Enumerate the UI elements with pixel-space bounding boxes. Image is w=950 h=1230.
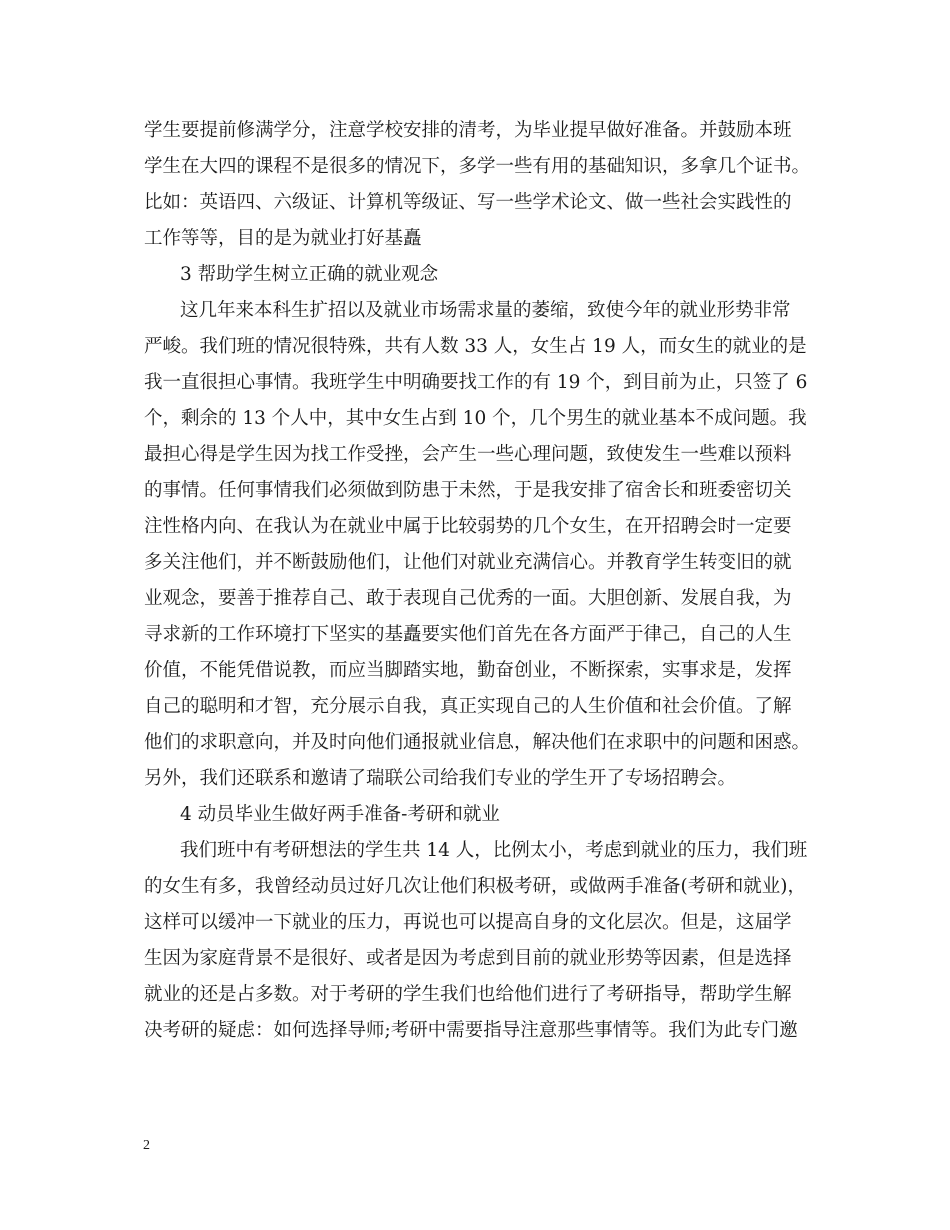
body-text-line: 学生在大四的课程不是很多的情况下，多学一些有用的基础知识，多拿几个证书。 xyxy=(144,156,811,177)
body-text-line: 业观念，要善于推荐自己、敢于表现自己优秀的一面。大胆创新、发展自我，为 xyxy=(144,588,792,609)
body-text-line: 最担心得是学生因为找工作受挫，会产生一些心理问题，致使发生一些难以预料 xyxy=(144,444,792,465)
body-text-line: 我们班中有考研想法的学生共 14 人，比例太小，考虑到就业的压力，我们班 xyxy=(180,840,808,861)
body-text-line: 另外，我们还联系和邀请了瑞联公司给我们专业的学生开了专场招聘会。 xyxy=(144,768,737,789)
body-text-line: 就业的还是占多数。对于考研的学生我们也给他们进行了考研指导，帮助学生解 xyxy=(144,984,792,1005)
body-text-line: 比如：英语四、六级证、计算机等级证、写一些学术论文、做一些社会实践性的 xyxy=(144,192,792,213)
section-heading: 4 动员毕业生做好两手准备-考研和就业 xyxy=(180,804,500,825)
section-heading: 3 帮助学生树立正确的就业观念 xyxy=(180,264,439,285)
body-text-line: 的女生有多，我曾经动员过好几次让他们积极考研，或做两手准备(考研和就业)， xyxy=(144,876,806,897)
body-text-line: 严峻。我们班的情况很特殊，共有人数 33 人，女生占 19 人，而女生的就业的是 xyxy=(144,336,807,357)
body-text-line: 我一直很担心事情。我班学生中明确要找工作的有 19 个，到目前为止，只签了 6 xyxy=(144,372,808,393)
body-text-line: 寻求新的工作环境打下坚实的基矗要实他们首先在各方面严于律己，自己的人生 xyxy=(144,624,792,645)
body-text-line: 这样可以缓冲一下就业的压力，再说也可以提高自身的文化层次。但是，这届学 xyxy=(144,912,792,933)
body-text-line: 个，剩余的 13 个人中，其中女生占到 10 个，几个男生的就业基本不成问题。我 xyxy=(144,408,807,429)
body-text-line: 自己的聪明和才智，充分展示自我，真正实现自己的人生价值和社会价值。了解 xyxy=(144,696,792,717)
body-text-line: 决考研的疑虑：如何选择导师;考研中需要指导注意那些事情等。我们为此专门邀 xyxy=(144,1020,798,1041)
body-text-line: 的事情。任何事情我们必须做到防患于未然，于是我安排了宿舍长和班委密切关 xyxy=(144,480,792,501)
body-text-line: 工作等等，目的是为就业打好基矗 xyxy=(144,228,422,249)
body-text-line: 注性格内向、在我认为在就业中属于比较弱势的几个女生，在开招聘会时一定要 xyxy=(144,516,792,537)
body-text-line: 生因为家庭背景不是很好、或者是因为考虑到目前的就业形势等因素，但是选择 xyxy=(144,948,792,969)
page-number: 2 xyxy=(143,1138,150,1153)
body-text-line: 这几年来本科生扩招以及就业市场需求量的萎缩，致使今年的就业形势非常 xyxy=(180,300,791,321)
body-text-line: 多关注他们，并不断鼓励他们，让他们对就业充满信心。并教育学生转变旧的就 xyxy=(144,552,792,573)
body-text-line: 他们的求职意向，并及时向他们通报就业信息，解决他们在求职中的问题和困惑。 xyxy=(144,732,811,753)
body-text-line: 价值，不能凭借说教，而应当脚踏实地，勤奋创业，不断探索，实事求是，发挥 xyxy=(144,660,792,681)
body-text-line: 学生要提前修满学分，注意学校安排的清考，为毕业提早做好准备。并鼓励本班 xyxy=(144,120,792,141)
